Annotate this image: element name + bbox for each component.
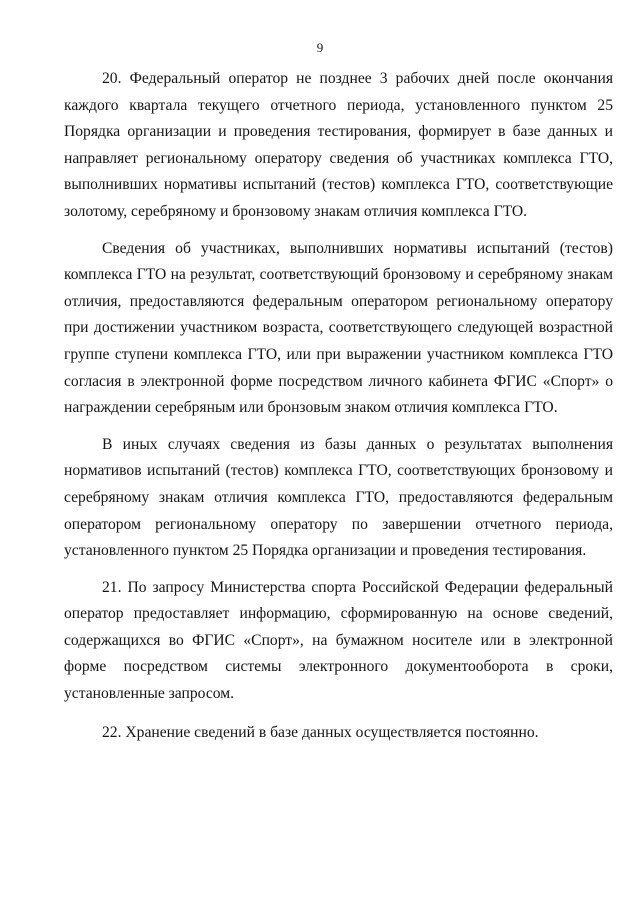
paragraph-21: 21. По запросу Министерства спорта Российской Федерации федеральный оператор предоставляет информацию, сформированную на основе сведений, содержащихся во ФГИС «Спорт», на бумажном носителе или в электронной форме посредством системы электронного документооборота в сроки, установленные запросом. xyxy=(64,578,613,703)
paragraph-20-other-cases: В иных случаях сведения из базы данных о результатах выполнения нормативов испытаний (тестов) комплекса ГТО, соответствующих бронзовому и серебряному знакам отличия комплекса ГТО, предоставляются федеральным оператором региональному оператору по завершении отчетного периода, установленного пунктом 25 Порядка организации и проведения тестирования. xyxy=(64,435,613,560)
paragraph-22: 22. Хранение сведений в базе данных осуществляется постоянно. xyxy=(102,723,539,741)
paragraph-20: 20. Федеральный оператор не позднее 3 рабочих дней после окончания каждого квартала текущего отчетного периода, установленного пунктом 25 Порядка организации и проведения тестирования, формирует в базе данных и направляет региональному оператору сведения об участниках комплекса ГТО, выполнивших нормативы испытаний (тестов) комплекса ГТО, соответствующие золотому, серебряному и бронзовому знакам отличия комплекса ГТО. xyxy=(64,70,613,220)
paragraph-20-bronze-silver-info: Сведения об участниках, выполнивших нормативы испытаний (тестов) комплекса ГТО на результат, соответствующий бронзовому и серебряному знакам отличия, предоставляются федеральным оператором региональному оператору при достижении участником возраста, соответствующего следующей возрастной группе ступени комплекса ГТО, или при выражении участником комплекса ГТО согласия в электронной форме посредством личного кабинета ФГИС «Спорт» о награждении серебряным или бронзовым знаком отличия комплекса ГТО. xyxy=(64,239,613,417)
document-body xyxy=(64,66,613,746)
page-number: 9 xyxy=(316,40,324,55)
